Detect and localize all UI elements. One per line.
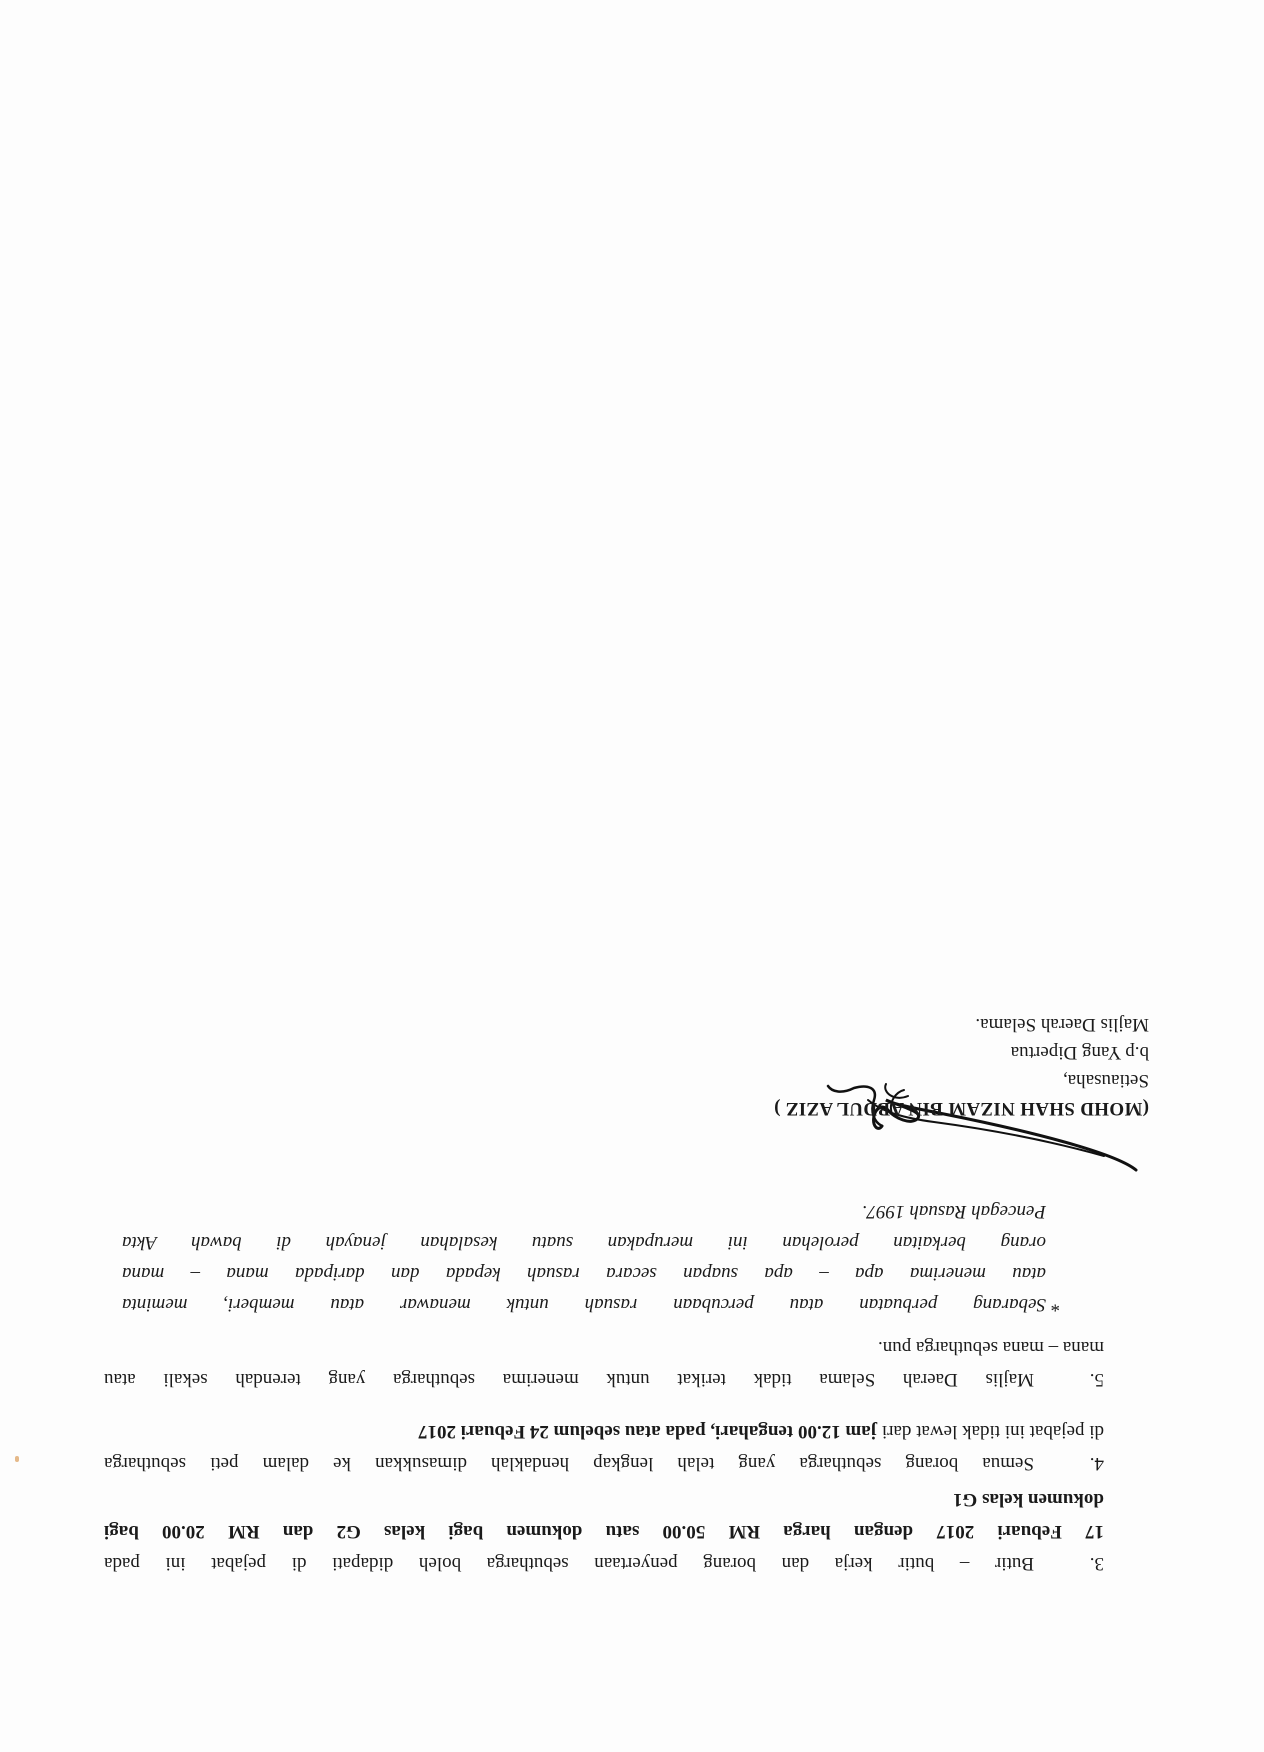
paragraph-number: 4.: [1089, 1453, 1104, 1474]
note-marker: *: [1050, 1294, 1060, 1315]
paragraph-3: [104, 1483, 1104, 1579]
signatory-on-behalf: b.p Yang Dipertua: [1010, 1042, 1149, 1063]
signatory-organization: Majlis Daerah Selama.: [975, 1014, 1149, 1035]
paragraph-5: [104, 1331, 1104, 1395]
paragraph-text: di pejabat ini tidak lewat dari: [877, 1421, 1104, 1442]
note-line: Pencegah Rasuah 1997.: [861, 1201, 1046, 1222]
paragraph-line: [104, 1415, 1104, 1447]
note-line: atau menerima apa – apa suapan secara rasuah kepada dan daripada mana – mana: [122, 1263, 1046, 1284]
deadline-text: jam 12.00 tengahari, pada atau sebelum 24 Febuari 2017: [417, 1421, 878, 1442]
paragraph-number: 3.: [1089, 1553, 1104, 1574]
note-line: Sebarang perbuatan atau percubaan rasuah untuk menawar atau memberi, meminta: [122, 1294, 1046, 1315]
paragraph-line: dokumen kelas G1: [953, 1489, 1104, 1510]
anti-bribery-note: [122, 1196, 1060, 1320]
signature-block: [774, 1010, 1149, 1122]
paragraph-4: [104, 1415, 1104, 1479]
paragraph-line: Semua borang sebutharga yang telah lengkap hendaklah dimasukkan ke dalam peti sebutharga: [104, 1453, 1034, 1474]
paragraph-number: 5.: [1089, 1369, 1104, 1390]
paragraph-line: Butir – butir kerja dan borang penyertaan sebutharga boleh didapati di pejabat ini pada: [104, 1553, 1034, 1574]
paragraph-line: mana – mana sebutharga pun.: [878, 1337, 1104, 1358]
paragraph-line: Majlis Daerah Selama tidak terikat untuk menerima sebutharga yang terendah sekali atau: [104, 1369, 1034, 1390]
signatory-name: (MOHD SHAH NIZAM BIN ABDUL AZIZ ): [773, 1098, 1149, 1119]
scan-speck: [15, 1456, 19, 1462]
paragraph-line: 17 Febuari 2017 dengan harga RM 50.00 satu dokumen bagi kelas G2 dan RM 20.00 bagi: [104, 1521, 1104, 1542]
note-line: orang berkaitan perolehan ini merupakan suatu kesalahan jenayah di bawah Akta: [122, 1232, 1046, 1253]
signatory-title: Setiausaha,: [1062, 1070, 1149, 1091]
